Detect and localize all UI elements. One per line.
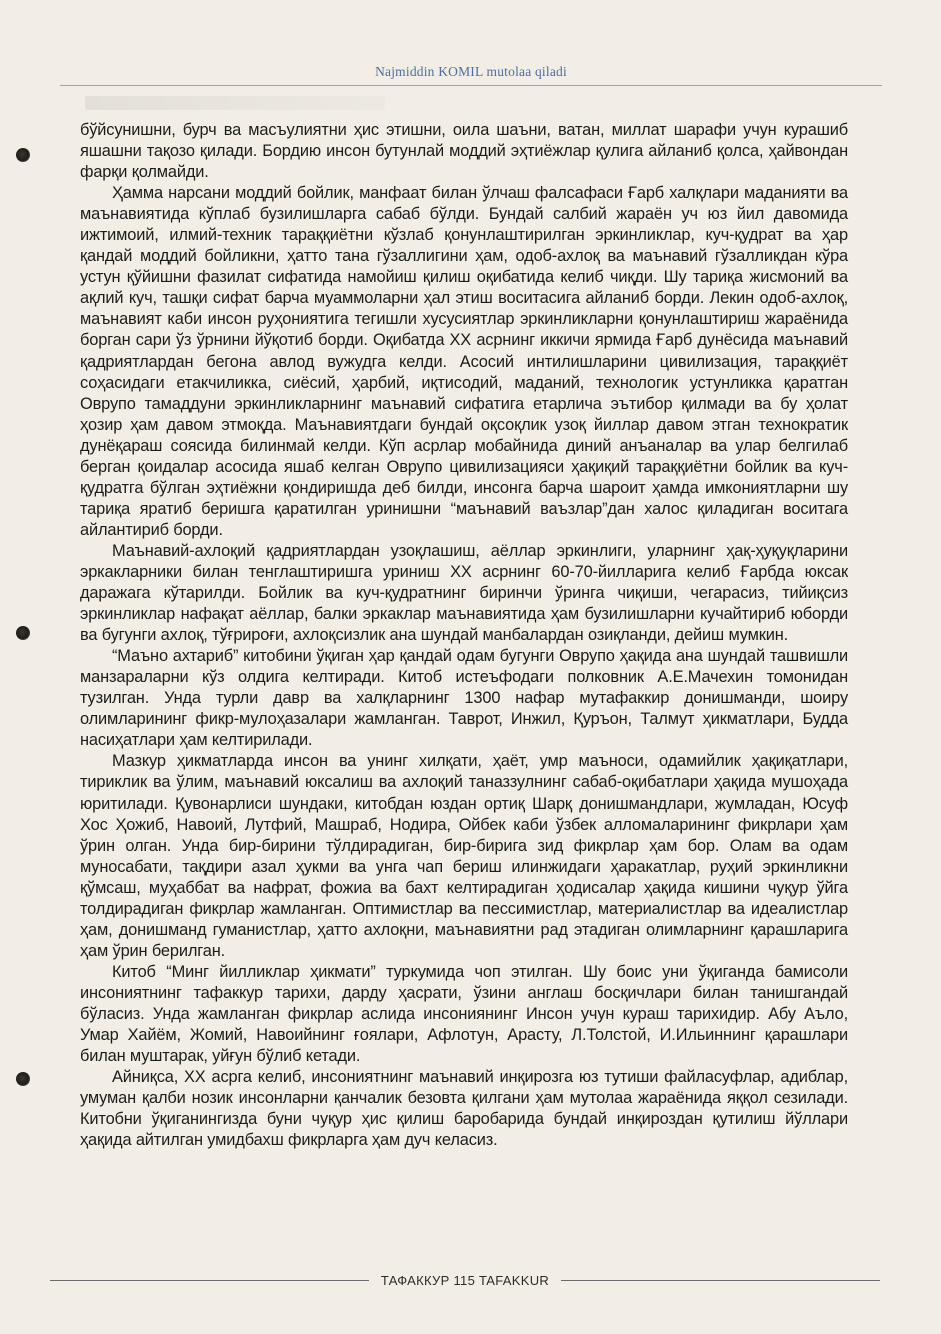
bleed-through-shadow (85, 96, 385, 110)
header-rule (60, 85, 882, 86)
footer-rule-left (50, 1280, 369, 1281)
paragraph: Айниқса, ХХ асрга келиб, инсониятнинг маънавий инқирозга юз тутиши файласуфлар, адиблар, умуман қалби нозик инсонларни қанчалик безовта қилгани ҳам мутолаа жараёнида яққол сезилади. Китобни ўқиганингизда буни чуқур ҳис қилиш баробарида бундай инқироздан қутилиш йўллари ҳақида айтилган умидбахш фикрларга ҳам дуч келасиз. (80, 1068, 848, 1150)
punch-hole (16, 148, 30, 162)
punch-hole (16, 1072, 30, 1086)
paragraph: Мазкур ҳикматларда инсон ва унинг хилқати, ҳаёт, умр маъноси, одамийлик ҳақиқатлари, тириклик ва ўлим, маънавий юксалиш ва ахлоқий таназзулнинг сабаб-оқибатлари ҳақида мушоҳада юритилади. Қувонарлиси шундаки, китобдан юздан ортиқ Шарқ донишмандлари, жумладан, Юсуф Хос Ҳожиб, Навоий, Лутфий, Машраб, Нодира, Ойбек каби ўзбек алломаларининг фикрлари ҳам ўрин олган. Унда бир-бирини тўлдирадиган, бир-бирига зид фикрлар ҳам бор. Олам ва одам муносабати, тақдири азал ҳукми ва унга чап бериш илинжидаги ҳаракатлар, руҳий эркинликни қўмсаш, муҳаббат ва нафрат, фожиа ва бахт келтирадиган ҳодисалар ҳақида кишини чуқур ўйга толдирадиган фикрлар жамланган. Оптимистлар ва пессимистлар, материалистлар ва идеалистлар ҳам, донишманд гуманистлар, ҳатто ахлоқни, маънавиятни рад этадиган олимларнинг қарашларига ҳам ўрин берилган. (80, 752, 848, 960)
footer-rule-right (561, 1280, 880, 1281)
paragraph: бўйсунишни, бурч ва масъулиятни ҳис этишни, оила шаъни, ватан, миллат шарафи учун курашиб яшашни тақозо қилади. Бордию инсон бутунлай моддий эҳтиёжлар қулига айланиб қолса, ҳайвондан фарқи қолмайди. (80, 121, 848, 182)
footer-label: ТАФАККУР 115 TAFAKKUR (380, 1272, 550, 1288)
paragraph: Маънавий-ахлоқий қадриятлардан узоқлашиш, аёллар эркинлиги, уларнинг ҳақ-ҳуқуқларини эркакларники билан тенглаштиришга уриниш ХХ асрнинг 60-70-йилларига келиб Ғарбда юксак даражага кўтарилди. Бойлик ва куч-қудратнинг биринчи ўринга чиқиши, чегарасиз, тийиқсиз эркинликлар нафақат аёллар, балки эркаклар маънавиятида ҳам бузилишларни кучайтириб юборди ва бугунги ахлоқ, тўғрироғи, ахлоқсизлик ана шундай манбалардан озиқланди, дейиш мумкин. (80, 541, 848, 645)
body-text (80, 120, 848, 1151)
running-header: Najmiddin KOMIL mutolaa qiladi (375, 64, 567, 79)
paragraph: Китоб “Минг йилликлар ҳикмати” туркумида чоп этилган. Шу боис уни ўқиганда бамисоли инсониятнинг тафаккур тарихи, дарду ҳасрати, ўзини англаш босқичлари билан танишгандай бўласиз. Унда жамланган фикрлар аслида инсониянинг Инсон учун кураш тарихидир. Абу Аъло, Умар Хайём, Жомий, Навоийнинг ғоялари, Афлотун, Арасту, Л.Толстой, И.Ильиннинг қарашлари билан муштарак, уйғун бўлиб кетади. (80, 962, 848, 1066)
page-footer (50, 1270, 880, 1290)
paragraph: Ҳамма нарсани моддий бойлик, манфаат билан ўлчаш фалсафаси Ғарб халқлари маданияти ва маънавиятида кўплаб бузилишларга сабаб бўлди. Бундай салбий жараён уч юз йил давомида ижтимоий, илмий-техник тараққиётни кўзлаб қонунлаштирилган эркинликлар, куч-қудрат ва ҳар қандай моддий бойликни, ҳатто тана гўзаллигини ҳам, одоб-ахлоқ ва маънавий гўзалликдан кўра устун қўйишни фазилат сифатида намойиш қилиш оқибатида келиб чиқди. Шу тариқа жисмоний ва ақлий куч, ташқи сифат барча муаммоларни ҳал этиш воситасига айланиб борди. Лекин одоб-ахлоқ, маънавият каби инсон руҳониятига тегишли хусусиятлар эркинликларни қонунлаштириш жараёнида борган сари ўз ўрнини йўқотиб борди. Оқибатда ХХ асрнинг иккичи ярмида Ғарб дунёсида маънавий қадриятлардан бегона авлод вужудга келди. Асосий интилишларини цивилизация, тараққиёт соҳасидаги етакчиликка, сиёсий, ҳарбий, иқтисодий, маданий, технологик устунликка қаратган Оврупо тамаддуни эркинликларнинг маънавий сифатига етарлича эътибор қилмади ва бу ҳолат ҳозир ҳам давом этмоқда. Маънавиятдаги бундай оқсоқлик узоқ йиллар давом этган технократик дунёқараш соясида билинмай келди. Кўп асрлар мобайнида диний анъаналар ва улар белгилаб берган қоидалар асосида яшаб келган Оврупо цивилизацияси ҳақиқий тараққиётни бойлик ва куч-қудратга бўлган эҳтиёжни қондиришда деб билди, инсонга барча шароит ҳамда имкониятларни шу тариқа яратиб беришга қаратилган уринишни “маънавий ваъзлар”дан халос қиладиган воситага айлантириб борди. (80, 184, 848, 539)
punch-hole (16, 626, 30, 640)
paragraph: “Маъно ахтариб” китобини ўқиган ҳар қандай одам бугунги Оврупо ҳақида ана шундай ташвишли манзараларни кўз олдига келтиради. Китоб истеъфодаги полковник А.Е.Мачехин томонидан тузилган. Унда турли давр ва халқларнинг 1300 нафар мутафаккир донишманди, шоиру олимларининг фикр-мулоҳазалари жамланган. Таврот, Инжил, Қуръон, Талмут ҳикматлари, Будда насиҳатлари ҳам келтирилади. (80, 647, 848, 750)
